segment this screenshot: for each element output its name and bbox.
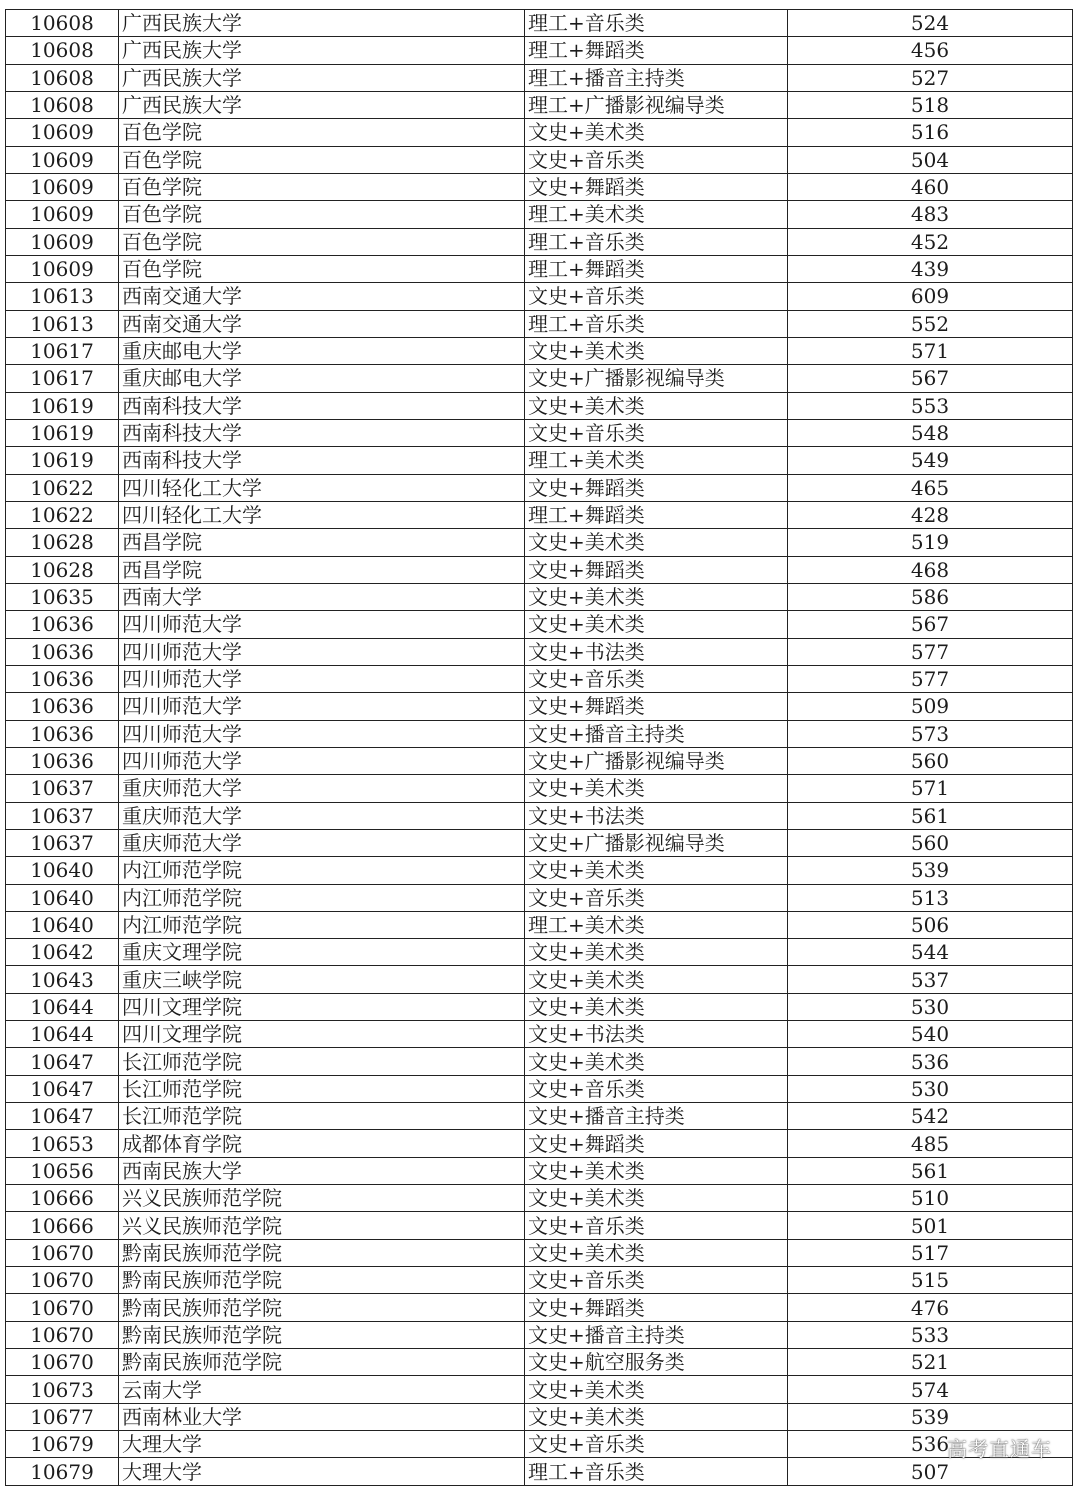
- school-name-cell: 黔南民族师范学院: [119, 1267, 525, 1294]
- table-row: [6, 228, 1073, 255]
- score-cell: 577: [788, 665, 1073, 692]
- table-row: [6, 310, 1073, 337]
- school-name-cell: 广西民族大学: [119, 37, 525, 64]
- school-name-cell: 百色学院: [119, 173, 525, 200]
- category-cell: 文史+美术类: [525, 1376, 788, 1403]
- school-name-cell: 广西民族大学: [119, 91, 525, 118]
- school-name-cell: 重庆邮电大学: [119, 337, 525, 364]
- school-name-cell: 重庆邮电大学: [119, 365, 525, 392]
- school-name-cell: 四川轻化工大学: [119, 501, 525, 528]
- code-cell: 10608: [6, 37, 119, 64]
- category-cell: 文史+美术类: [525, 1157, 788, 1184]
- score-cell: 609: [788, 283, 1073, 310]
- code-cell: 10636: [6, 693, 119, 720]
- score-cell: 483: [788, 201, 1073, 228]
- table-row: [6, 638, 1073, 665]
- code-cell: 10609: [6, 201, 119, 228]
- school-name-cell: 重庆师范大学: [119, 829, 525, 856]
- category-cell: 理工+音乐类: [525, 228, 788, 255]
- code-cell: 10640: [6, 911, 119, 938]
- school-name-cell: 四川师范大学: [119, 611, 525, 638]
- code-cell: 10642: [6, 939, 119, 966]
- table-row: [6, 802, 1073, 829]
- category-cell: 文史+美术类: [525, 611, 788, 638]
- table-row: [6, 583, 1073, 610]
- category-cell: 理工+广播影视编导类: [525, 91, 788, 118]
- category-cell: 理工+美术类: [525, 201, 788, 228]
- table-row: [6, 1021, 1073, 1048]
- category-cell: 文史+音乐类: [525, 1075, 788, 1102]
- table-row: [6, 1458, 1073, 1485]
- code-cell: 10608: [6, 91, 119, 118]
- score-cell: 577: [788, 638, 1073, 665]
- code-cell: 10637: [6, 775, 119, 802]
- code-cell: 10609: [6, 255, 119, 282]
- school-name-cell: 兴义民族师范学院: [119, 1185, 525, 1212]
- category-cell: 文史+音乐类: [525, 665, 788, 692]
- school-name-cell: 西南科技大学: [119, 392, 525, 419]
- table-row: [6, 255, 1073, 282]
- table-row: [6, 911, 1073, 938]
- score-cell: 539: [788, 857, 1073, 884]
- category-cell: 文史+音乐类: [525, 146, 788, 173]
- school-name-cell: 西南大学: [119, 583, 525, 610]
- code-cell: 10636: [6, 720, 119, 747]
- school-name-cell: 内江师范学院: [119, 911, 525, 938]
- score-cell: 501: [788, 1212, 1073, 1239]
- school-name-cell: 四川师范大学: [119, 638, 525, 665]
- category-cell: 文史+美术类: [525, 1403, 788, 1430]
- category-cell: 文史+音乐类: [525, 419, 788, 446]
- code-cell: 10670: [6, 1294, 119, 1321]
- category-cell: 理工+音乐类: [525, 310, 788, 337]
- school-name-cell: 长江师范学院: [119, 1103, 525, 1130]
- school-name-cell: 西南交通大学: [119, 310, 525, 337]
- code-cell: 10636: [6, 611, 119, 638]
- category-cell: 文史+音乐类: [525, 1212, 788, 1239]
- school-name-cell: 西南交通大学: [119, 283, 525, 310]
- score-cell: 540: [788, 1021, 1073, 1048]
- school-name-cell: 西南民族大学: [119, 1157, 525, 1184]
- category-cell: 文史+美术类: [525, 939, 788, 966]
- category-cell: 文史+舞蹈类: [525, 474, 788, 501]
- code-cell: 10635: [6, 583, 119, 610]
- category-cell: 文史+美术类: [525, 337, 788, 364]
- category-cell: 文史+美术类: [525, 1048, 788, 1075]
- score-cell: 552: [788, 310, 1073, 337]
- score-cell: 586: [788, 583, 1073, 610]
- code-cell: 10608: [6, 10, 119, 37]
- code-cell: 10647: [6, 1075, 119, 1102]
- table-row: [6, 665, 1073, 692]
- table-row: [6, 884, 1073, 911]
- table-row: [6, 1157, 1073, 1184]
- code-cell: 10628: [6, 529, 119, 556]
- table-row: [6, 173, 1073, 200]
- table-row: [6, 91, 1073, 118]
- code-cell: 10666: [6, 1185, 119, 1212]
- category-cell: 理工+舞蹈类: [525, 37, 788, 64]
- code-cell: 10617: [6, 365, 119, 392]
- score-cell: 527: [788, 64, 1073, 91]
- category-cell: 理工+播音主持类: [525, 64, 788, 91]
- score-table-container: [5, 9, 1072, 1486]
- table-row: [6, 1185, 1073, 1212]
- code-cell: 10644: [6, 993, 119, 1020]
- category-cell: 文史+美术类: [525, 119, 788, 146]
- category-cell: 理工+舞蹈类: [525, 501, 788, 528]
- category-cell: 文史+广播影视编导类: [525, 365, 788, 392]
- score-cell: 549: [788, 447, 1073, 474]
- score-cell: 516: [788, 119, 1073, 146]
- score-cell: 537: [788, 966, 1073, 993]
- school-name-cell: 大理大学: [119, 1431, 525, 1458]
- category-cell: 文史+舞蹈类: [525, 1130, 788, 1157]
- school-name-cell: 四川轻化工大学: [119, 474, 525, 501]
- school-name-cell: 西南林业大学: [119, 1403, 525, 1430]
- category-cell: 理工+美术类: [525, 447, 788, 474]
- code-cell: 10647: [6, 1103, 119, 1130]
- table-row: [6, 556, 1073, 583]
- table-row: [6, 693, 1073, 720]
- table-row: [6, 1267, 1073, 1294]
- category-cell: 文史+美术类: [525, 993, 788, 1020]
- score-cell: 524: [788, 10, 1073, 37]
- table-row: [6, 720, 1073, 747]
- code-cell: 10670: [6, 1349, 119, 1376]
- code-cell: 10656: [6, 1157, 119, 1184]
- table-row: [6, 1321, 1073, 1348]
- school-name-cell: 广西民族大学: [119, 64, 525, 91]
- table-row: [6, 529, 1073, 556]
- category-cell: 文史+音乐类: [525, 1267, 788, 1294]
- table-row: [6, 1130, 1073, 1157]
- code-cell: 10673: [6, 1376, 119, 1403]
- code-cell: 10679: [6, 1431, 119, 1458]
- category-cell: 文史+播音主持类: [525, 1103, 788, 1130]
- school-name-cell: 四川文理学院: [119, 993, 525, 1020]
- code-cell: 10622: [6, 501, 119, 528]
- score-cell: 548: [788, 419, 1073, 446]
- category-cell: 理工+美术类: [525, 911, 788, 938]
- table-row: [6, 337, 1073, 364]
- score-cell: 518: [788, 91, 1073, 118]
- category-cell: 文史+书法类: [525, 638, 788, 665]
- score-table: [5, 9, 1073, 1486]
- table-row: [6, 829, 1073, 856]
- category-cell: 文史+美术类: [525, 775, 788, 802]
- code-cell: 10619: [6, 392, 119, 419]
- score-cell: 530: [788, 1075, 1073, 1102]
- score-cell: 573: [788, 720, 1073, 747]
- table-row: [6, 64, 1073, 91]
- score-cell: 460: [788, 173, 1073, 200]
- score-cell: 521: [788, 1349, 1073, 1376]
- category-cell: 理工+音乐类: [525, 10, 788, 37]
- score-cell: 485: [788, 1130, 1073, 1157]
- score-cell: 468: [788, 556, 1073, 583]
- school-name-cell: 西昌学院: [119, 556, 525, 583]
- code-cell: 10617: [6, 337, 119, 364]
- code-cell: 10644: [6, 1021, 119, 1048]
- school-name-cell: 云南大学: [119, 1376, 525, 1403]
- school-name-cell: 四川师范大学: [119, 665, 525, 692]
- school-name-cell: 长江师范学院: [119, 1075, 525, 1102]
- table-row: [6, 1403, 1073, 1430]
- code-cell: 10679: [6, 1458, 119, 1485]
- score-cell: 533: [788, 1321, 1073, 1348]
- table-row: [6, 939, 1073, 966]
- code-cell: 10613: [6, 283, 119, 310]
- code-cell: 10608: [6, 64, 119, 91]
- school-name-cell: 内江师范学院: [119, 857, 525, 884]
- score-cell: 536: [788, 1048, 1073, 1075]
- category-cell: 文史+舞蹈类: [525, 1294, 788, 1321]
- score-cell: 456: [788, 37, 1073, 64]
- code-cell: 10619: [6, 447, 119, 474]
- school-name-cell: 黔南民族师范学院: [119, 1294, 525, 1321]
- school-name-cell: 成都体育学院: [119, 1130, 525, 1157]
- score-cell: 428: [788, 501, 1073, 528]
- school-name-cell: 四川师范大学: [119, 747, 525, 774]
- category-cell: 文史+播音主持类: [525, 720, 788, 747]
- category-cell: 文史+音乐类: [525, 283, 788, 310]
- score-cell: 507: [788, 1458, 1073, 1485]
- score-cell: 465: [788, 474, 1073, 501]
- table-row: [6, 146, 1073, 173]
- school-name-cell: 百色学院: [119, 119, 525, 146]
- school-name-cell: 长江师范学院: [119, 1048, 525, 1075]
- table-row: [6, 747, 1073, 774]
- score-cell: 510: [788, 1185, 1073, 1212]
- school-name-cell: 西昌学院: [119, 529, 525, 556]
- category-cell: 文史+美术类: [525, 392, 788, 419]
- category-cell: 文史+美术类: [525, 1239, 788, 1266]
- table-row: [6, 201, 1073, 228]
- score-cell: 536: [788, 1431, 1073, 1458]
- table-row: [6, 993, 1073, 1020]
- code-cell: 10666: [6, 1212, 119, 1239]
- table-row: [6, 1294, 1073, 1321]
- score-cell: 476: [788, 1294, 1073, 1321]
- score-cell: 439: [788, 255, 1073, 282]
- category-cell: 文史+音乐类: [525, 884, 788, 911]
- score-table-body: [6, 10, 1073, 1486]
- table-row: [6, 119, 1073, 146]
- table-row: [6, 1376, 1073, 1403]
- score-cell: 560: [788, 747, 1073, 774]
- score-cell: 517: [788, 1239, 1073, 1266]
- school-name-cell: 百色学院: [119, 201, 525, 228]
- category-cell: 文史+书法类: [525, 802, 788, 829]
- code-cell: 10653: [6, 1130, 119, 1157]
- code-cell: 10636: [6, 638, 119, 665]
- score-cell: 571: [788, 775, 1073, 802]
- score-cell: 452: [788, 228, 1073, 255]
- category-cell: 文史+播音主持类: [525, 1321, 788, 1348]
- table-row: [6, 474, 1073, 501]
- code-cell: 10609: [6, 173, 119, 200]
- code-cell: 10647: [6, 1048, 119, 1075]
- score-cell: 571: [788, 337, 1073, 364]
- school-name-cell: 百色学院: [119, 146, 525, 173]
- code-cell: 10628: [6, 556, 119, 583]
- table-row: [6, 1048, 1073, 1075]
- school-name-cell: 重庆文理学院: [119, 939, 525, 966]
- code-cell: 10613: [6, 310, 119, 337]
- category-cell: 理工+音乐类: [525, 1458, 788, 1485]
- table-row: [6, 447, 1073, 474]
- code-cell: 10609: [6, 119, 119, 146]
- category-cell: 文史+舞蹈类: [525, 173, 788, 200]
- code-cell: 10637: [6, 829, 119, 856]
- school-name-cell: 重庆三峡学院: [119, 966, 525, 993]
- table-row: [6, 392, 1073, 419]
- score-cell: 567: [788, 611, 1073, 638]
- school-name-cell: 黔南民族师范学院: [119, 1349, 525, 1376]
- table-row: [6, 775, 1073, 802]
- table-row: [6, 419, 1073, 446]
- score-cell: 561: [788, 1157, 1073, 1184]
- code-cell: 10609: [6, 146, 119, 173]
- school-name-cell: 四川文理学院: [119, 1021, 525, 1048]
- code-cell: 10636: [6, 747, 119, 774]
- table-row: [6, 283, 1073, 310]
- score-cell: 515: [788, 1267, 1073, 1294]
- table-row: [6, 10, 1073, 37]
- category-cell: 理工+舞蹈类: [525, 255, 788, 282]
- code-cell: 10637: [6, 802, 119, 829]
- category-cell: 文史+音乐类: [525, 1431, 788, 1458]
- score-cell: 509: [788, 693, 1073, 720]
- score-cell: 504: [788, 146, 1073, 173]
- code-cell: 10622: [6, 474, 119, 501]
- table-row: [6, 37, 1073, 64]
- score-cell: 567: [788, 365, 1073, 392]
- school-name-cell: 重庆师范大学: [119, 802, 525, 829]
- score-cell: 539: [788, 1403, 1073, 1430]
- score-cell: 560: [788, 829, 1073, 856]
- school-name-cell: 百色学院: [119, 255, 525, 282]
- code-cell: 10670: [6, 1321, 119, 1348]
- category-cell: 文史+美术类: [525, 529, 788, 556]
- score-cell: 542: [788, 1103, 1073, 1130]
- code-cell: 10619: [6, 419, 119, 446]
- score-cell: 574: [788, 1376, 1073, 1403]
- school-name-cell: 内江师范学院: [119, 884, 525, 911]
- table-row: [6, 1075, 1073, 1102]
- table-row: [6, 1103, 1073, 1130]
- category-cell: 文史+美术类: [525, 1185, 788, 1212]
- category-cell: 文史+广播影视编导类: [525, 829, 788, 856]
- school-name-cell: 重庆师范大学: [119, 775, 525, 802]
- school-name-cell: 四川师范大学: [119, 693, 525, 720]
- school-name-cell: 黔南民族师范学院: [119, 1321, 525, 1348]
- table-row: [6, 1349, 1073, 1376]
- category-cell: 文史+美术类: [525, 966, 788, 993]
- score-cell: 553: [788, 392, 1073, 419]
- table-row: [6, 1212, 1073, 1239]
- school-name-cell: 大理大学: [119, 1458, 525, 1485]
- school-name-cell: 百色学院: [119, 228, 525, 255]
- score-cell: 513: [788, 884, 1073, 911]
- score-cell: 544: [788, 939, 1073, 966]
- table-row: [6, 611, 1073, 638]
- code-cell: 10609: [6, 228, 119, 255]
- score-cell: 530: [788, 993, 1073, 1020]
- code-cell: 10643: [6, 966, 119, 993]
- table-row: [6, 966, 1073, 993]
- category-cell: 文史+广播影视编导类: [525, 747, 788, 774]
- score-cell: 519: [788, 529, 1073, 556]
- category-cell: 文史+航空服务类: [525, 1349, 788, 1376]
- watermark: 高考直通车: [947, 1437, 1052, 1461]
- code-cell: 10670: [6, 1267, 119, 1294]
- category-cell: 文史+美术类: [525, 583, 788, 610]
- code-cell: 10677: [6, 1403, 119, 1430]
- school-name-cell: 兴义民族师范学院: [119, 1212, 525, 1239]
- category-cell: 文史+舞蹈类: [525, 556, 788, 583]
- category-cell: 文史+美术类: [525, 857, 788, 884]
- code-cell: 10640: [6, 884, 119, 911]
- table-row: [6, 501, 1073, 528]
- code-cell: 10636: [6, 665, 119, 692]
- category-cell: 文史+书法类: [525, 1021, 788, 1048]
- school-name-cell: 黔南民族师范学院: [119, 1239, 525, 1266]
- table-row: [6, 365, 1073, 392]
- code-cell: 10670: [6, 1239, 119, 1266]
- table-row: [6, 1431, 1073, 1458]
- school-name-cell: 四川师范大学: [119, 720, 525, 747]
- table-row: [6, 857, 1073, 884]
- school-name-cell: 广西民族大学: [119, 10, 525, 37]
- category-cell: 文史+舞蹈类: [525, 693, 788, 720]
- score-cell: 506: [788, 911, 1073, 938]
- table-row: [6, 1239, 1073, 1266]
- code-cell: 10640: [6, 857, 119, 884]
- score-cell: 561: [788, 802, 1073, 829]
- school-name-cell: 西南科技大学: [119, 419, 525, 446]
- school-name-cell: 西南科技大学: [119, 447, 525, 474]
